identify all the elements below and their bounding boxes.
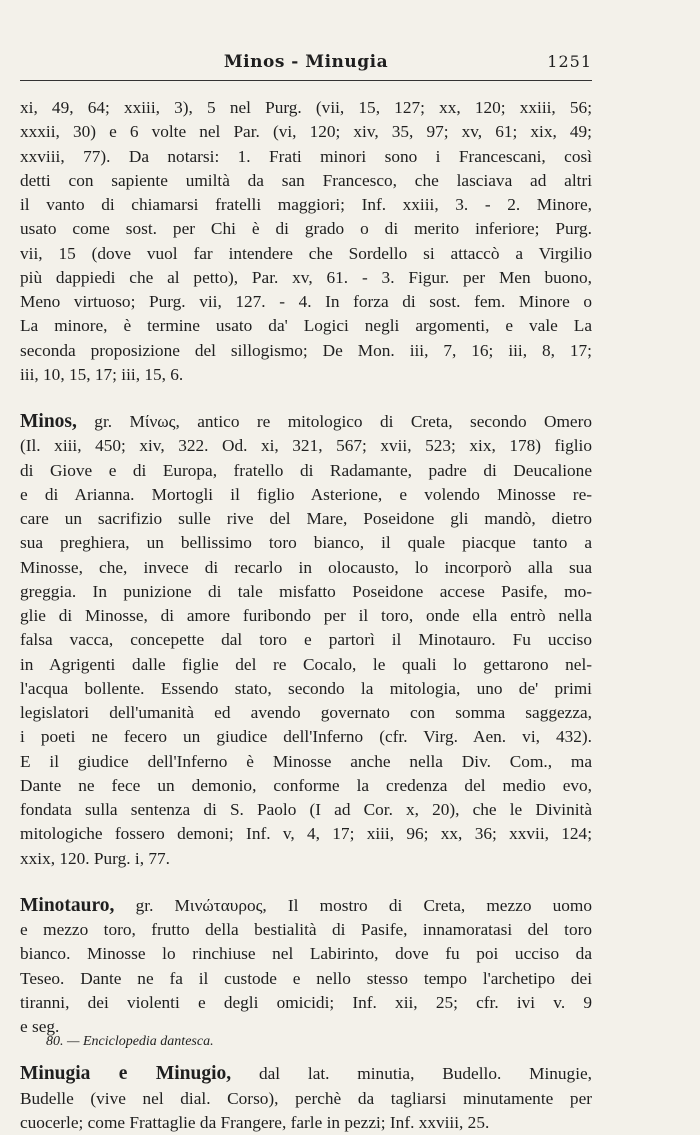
entry-line: [20, 507, 592, 531]
entry-line: [20, 653, 592, 677]
footer-signature: 80. — Enciclopedia dantesca.: [46, 1034, 214, 1049]
line-text: bianco. Minosse lo rinchiuse nel Labirinto, dove fu poi ucciso da: [20, 944, 592, 964]
entry-line: [20, 580, 592, 604]
dictionary-entry: [20, 1062, 592, 1135]
line-text: dal lat. minutia, Budello. Minugie,: [258, 1064, 592, 1084]
entry-headword: Minotauro,: [20, 894, 115, 916]
line-text: e mezzo toro, frutto della bestialità di Pasife, innamoratasi del toro: [20, 920, 592, 939]
line-text: gr. Μινώταυρος, Il mostro di Creta, mezzo uomo: [135, 895, 592, 915]
header-rule: [20, 80, 592, 81]
line-text: falsa vacca, concepette dal toro e partorì il Minotauro. Fu ucciso: [20, 630, 592, 650]
entry-line: [20, 434, 592, 458]
entry-line: [20, 459, 592, 483]
line-text: La minore, è termine usato da' Logici negli argomenti, e vale La: [20, 316, 592, 336]
line-text: fondata sulla sentenza di S. Paolo (I ad Cor. x, 20), che le Divinità: [20, 800, 592, 819]
entry-line: [20, 774, 592, 798]
entry-line: [20, 363, 592, 387]
entry-line: [20, 169, 592, 193]
running-head-title: Minos - Minugia: [223, 52, 389, 72]
running-head: [20, 52, 592, 76]
line-text: detti con sapiente umiltà da san Francesco, che lasciava ad altri: [20, 170, 592, 190]
entry-headword: Minos,: [20, 411, 77, 432]
line-text: gr. Μίνως, antico re mitologico di Creta, secondo Omero: [94, 412, 592, 431]
line-text: più dappiedi che al petto), Par. xv, 61. - 3. Figur. per Men buono,: [20, 267, 592, 287]
entry-line: [20, 918, 592, 942]
entry-line: [20, 193, 592, 217]
line-text: legislatori dell'umanità ed avendo governato con somma saggezza,: [20, 703, 592, 722]
entry-line: [20, 96, 592, 120]
line-text: E il giudice dell'Inferno è Minosse anche nella Div. Com., ma: [20, 751, 592, 771]
page-number: 1251: [547, 52, 592, 71]
entry-line: [20, 217, 592, 241]
entry-line: [20, 604, 592, 628]
entry-gap: [20, 871, 592, 894]
line-text: Budelle (vive nel dial. Corso), perchè da tagliarsi minutamente per: [20, 1088, 592, 1108]
entry-line: [20, 120, 592, 144]
line-text: tiranni, dei violenti e degli omicidi; Inf. xii, 25; cfr. ivi v. 9: [20, 992, 592, 1012]
line-text: glie di Minosse, di amore furibondo per il toro, onde ella entrò nella: [20, 606, 592, 625]
page-body: [20, 96, 592, 1135]
line-text: cuocerle; come Frattaglie da Frangere, farle in pezzi; Inf. xxviii, 25.: [20, 1112, 490, 1132]
line-text: Dante ne fece un demonio, conforme la credenza del medio evo,: [20, 775, 592, 795]
line-text: il vanto di chiamarsi fratelli maggiori; Inf. xxiii, 3. - 2. Minore,: [20, 195, 592, 214]
entry-line: [20, 266, 592, 290]
entry-line: [20, 847, 592, 871]
entry-line: [20, 822, 592, 846]
line-text: in Agrigenti dalle figlie del re Cocalo, le quali lo gettarono nel-: [20, 654, 592, 674]
line-text: usato come sost. per Chi è di grado o di merito inferiore; Purg.: [20, 219, 592, 239]
line-text: mitologiche fossero demoni; Inf. v, 4, 17; xiii, 96; xx, 36; xxvii, 124;: [20, 824, 592, 844]
line-text: Meno virtuoso; Purg. vii, 127. - 4. In forza di sost. fem. Minore o: [20, 292, 592, 311]
line-text: xxviii, 77). Da notarsi: 1. Frati minori sono i Francescani, così: [20, 146, 592, 166]
entry-line: [20, 531, 592, 555]
line-text: e seg.: [20, 1017, 60, 1036]
entry-line: [20, 701, 592, 725]
entry-line: [20, 242, 592, 266]
line-text: seconda proposizione del sillogismo; De Mon. iii, 7, 16; iii, 8, 17;: [20, 340, 592, 360]
entry-line: [20, 750, 592, 774]
dictionary-entry: [20, 410, 592, 871]
line-text: xi, 49, 64; xxiii, 3), 5 nel Purg. (vii, 15, 127; xx, 120; xxiii, 56;: [20, 98, 592, 117]
entry-line: [20, 1062, 592, 1086]
line-text: Minosse, che, invece di recarlo in olocausto, lo incorporò alla sua: [20, 557, 592, 577]
dictionary-entry: [20, 894, 592, 1040]
entry-line: [20, 798, 592, 822]
entry-line: [20, 290, 592, 314]
line-text: di Giove e di Europa, fratello di Radamante, padre di Deucalione: [20, 460, 592, 480]
entry-line: [20, 894, 592, 918]
line-text: greggia. In punizione di tale misfatto Poseidone accese Pasife, mo-: [20, 581, 592, 601]
entry-line: [20, 314, 592, 338]
line-text: iii, 10, 15, 17; iii, 15, 6.: [20, 364, 184, 384]
line-text: xxix, 120. Purg. i, 77.: [20, 848, 170, 868]
dictionary-entry: [20, 96, 592, 387]
line-text: l'acqua bollente. Essendo stato, secondo la mitologia, uno de' primi: [20, 678, 592, 698]
line-text: (Il. xiii, 450; xiv, 322. Od. xi, 321, 567; xvii, 523; xix, 178) figlio: [20, 436, 592, 456]
entry-line: [20, 145, 592, 169]
entry-line: [20, 339, 592, 363]
entry-line: [20, 410, 592, 434]
entry-line: [20, 556, 592, 580]
line-text: xxxii, 30) e 6 volte nel Par. (vi, 120; xiv, 35, 97; xv, 61; xix, 49;: [20, 122, 592, 142]
entry-line: [20, 991, 592, 1015]
entry-line: [20, 483, 592, 507]
line-text: vii, 15 (dove vuol far intendere che Sordello si attaccò a Virgilio: [20, 243, 592, 263]
entry-line: [20, 677, 592, 701]
entry-line: [20, 942, 592, 966]
entry-line: [20, 1087, 592, 1111]
entry-line: [20, 967, 592, 991]
line-text: care un sacrifizio sulle rive del Mare, Poseidone gli mandò, dietro: [20, 509, 592, 528]
line-text: Teseo. Dante ne fa il custode e nello stesso tempo l'archetipo dei: [20, 968, 592, 988]
entry-line: [20, 725, 592, 749]
entry-line: [20, 1111, 592, 1135]
line-text: e di Arianna. Mortogli il figlio Asterione, e volendo Minosse re-: [20, 484, 592, 504]
entry-headword: Minugia e Minugio,: [20, 1063, 232, 1085]
entry-gap: [20, 387, 592, 410]
entry-line: [20, 628, 592, 652]
line-text: sua preghiera, un bellissimo toro bianco, il quale piacque tanto a: [20, 533, 592, 553]
line-text: i poeti ne fecero un giudice dell'Inferno (cfr. Virg. Aen. vi, 432).: [20, 727, 592, 747]
